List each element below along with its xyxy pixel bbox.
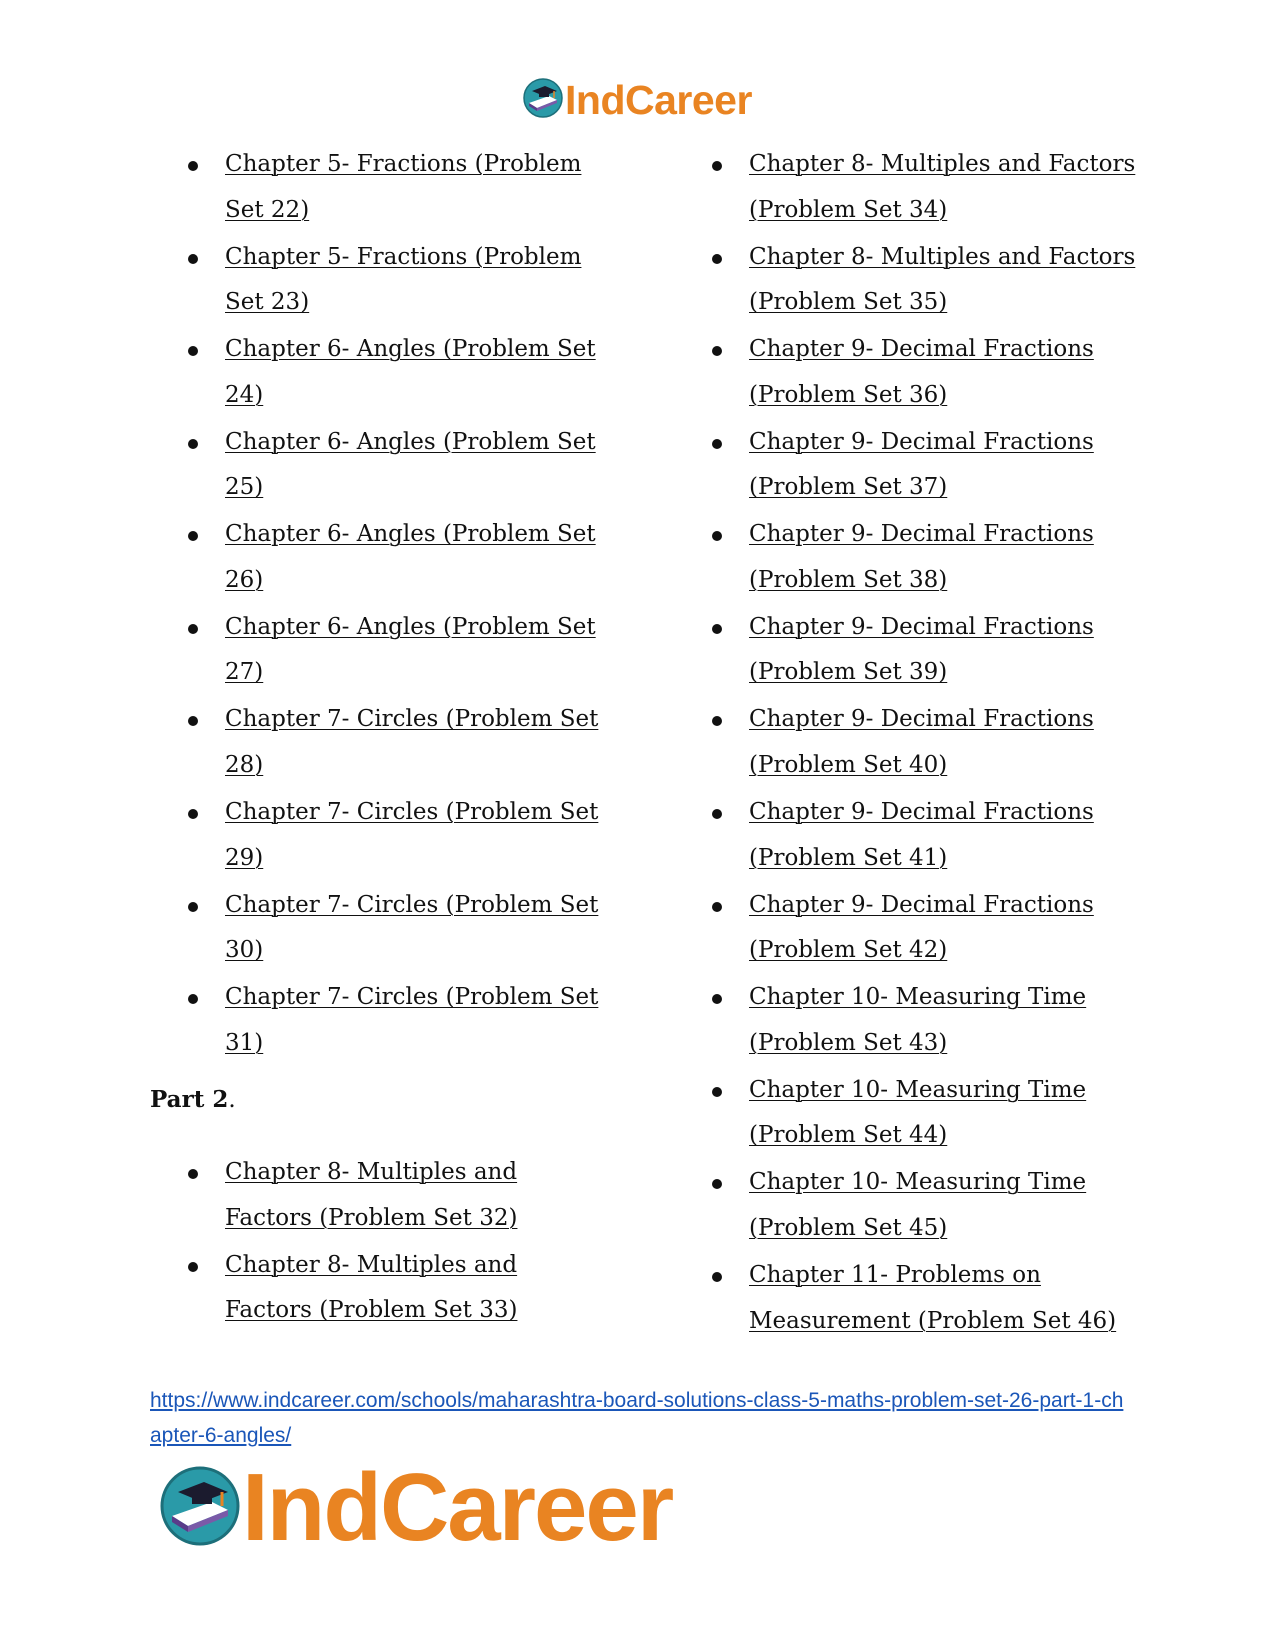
- chapter-link[interactable]: Chapter 7- Circles (Problem Set 30): [225, 891, 599, 964]
- chapter-link[interactable]: Chapter 8- Multiples and Factors (Problem Set 33): [225, 1251, 518, 1324]
- chapter-link[interactable]: Chapter 9- Decimal Fractions (Problem Set 36): [749, 336, 1094, 408]
- source-url-link[interactable]: https://www.indcareer.com/schools/maharashtra-board-solutions-class-5-maths-problem-set-26-part-1-chapter-6-angles/: [150, 1389, 1124, 1447]
- chapter-link[interactable]: Chapter 6- Angles (Problem Set 27): [225, 613, 596, 686]
- bullet-icon: [712, 346, 722, 356]
- bullet-icon: [188, 902, 198, 912]
- list-item: [188, 142, 608, 233]
- part-heading-text: Part 2: [150, 1086, 229, 1113]
- footer-logo: [160, 1454, 673, 1561]
- list-item: [712, 1253, 1152, 1344]
- list-item: [712, 883, 1152, 974]
- bullet-icon: [712, 994, 722, 1004]
- bullet-icon: [712, 531, 722, 541]
- list-item: [188, 1243, 608, 1334]
- bullet-icon: [188, 716, 198, 726]
- list-item: [188, 883, 608, 974]
- part-heading-dot: .: [228, 1087, 236, 1113]
- chapter-link[interactable]: Chapter 10- Measuring Time (Problem Set 45): [749, 1169, 1087, 1241]
- list-item: [188, 327, 608, 418]
- bullet-icon: [712, 1179, 722, 1189]
- chapter-list-right: [712, 142, 1152, 1346]
- chapter-link[interactable]: Chapter 9- Decimal Fractions (Problem Set 40): [749, 706, 1094, 779]
- bullet-icon: [712, 809, 722, 819]
- part-heading: [150, 1085, 236, 1115]
- bullet-icon: [188, 254, 198, 264]
- book-graduation-cap-globe-icon: [523, 78, 563, 122]
- chapter-link[interactable]: Chapter 5- Fractions (Problem Set 22): [225, 151, 582, 223]
- bullet-icon: [712, 624, 722, 634]
- bullet-icon: [188, 624, 198, 634]
- list-item: [188, 790, 608, 881]
- chapter-link[interactable]: Chapter 6- Angles (Problem Set 25): [225, 428, 596, 501]
- list-item: [188, 975, 608, 1066]
- bullet-icon: [712, 1272, 722, 1282]
- bullet-icon: [712, 1087, 722, 1097]
- bullet-icon: [188, 1169, 198, 1179]
- bullet-icon: [712, 254, 722, 264]
- chapter-link[interactable]: Chapter 7- Circles (Problem Set 28): [225, 706, 599, 779]
- list-item: [188, 235, 608, 326]
- chapter-link[interactable]: Chapter 6- Angles (Problem Set 26): [225, 521, 596, 593]
- list-item: [712, 605, 1152, 696]
- list-item: [188, 697, 608, 788]
- list-item: [712, 790, 1152, 881]
- book-graduation-cap-globe-icon: [160, 1466, 240, 1550]
- list-item: [712, 512, 1152, 603]
- chapter-link[interactable]: Chapter 9- Decimal Fractions (Problem Set 39): [749, 613, 1094, 686]
- chapter-link[interactable]: Chapter 5- Fractions (Problem Set 23): [225, 243, 582, 316]
- bullet-icon: [188, 994, 198, 1004]
- chapter-link[interactable]: Chapter 11- Problems on Measurement (Problem Set 46): [749, 1261, 1117, 1334]
- bullet-icon: [188, 531, 198, 541]
- chapter-link[interactable]: Chapter 9- Decimal Fractions (Problem Set 41): [749, 799, 1094, 871]
- list-item: [712, 327, 1152, 418]
- brand-name: IndCareer: [242, 1454, 673, 1561]
- chapter-link[interactable]: Chapter 8- Multiples and Factors (Problem Set 32): [225, 1159, 518, 1231]
- list-item: [712, 1068, 1152, 1159]
- chapter-link[interactable]: Chapter 9- Decimal Fractions (Problem Set 38): [749, 521, 1094, 593]
- chapter-link[interactable]: Chapter 8- Multiples and Factors (Problem Set 34): [749, 151, 1136, 223]
- chapter-link[interactable]: Chapter 7- Circles (Problem Set 31): [225, 984, 599, 1056]
- list-item: [188, 512, 608, 603]
- brand-name: IndCareer: [565, 76, 752, 123]
- list-item: [712, 975, 1152, 1066]
- bullet-icon: [188, 439, 198, 449]
- list-item: [712, 420, 1152, 511]
- bullet-icon: [188, 1262, 198, 1272]
- list-item: [712, 142, 1152, 233]
- bullet-icon: [188, 346, 198, 356]
- bullet-icon: [188, 809, 198, 819]
- chapter-link[interactable]: Chapter 10- Measuring Time (Problem Set 43): [749, 984, 1087, 1056]
- list-item: [712, 697, 1152, 788]
- header-logo: [0, 78, 1275, 122]
- chapter-link[interactable]: Chapter 8- Multiples and Factors (Problem Set 35): [749, 243, 1136, 316]
- list-item: [712, 1160, 1152, 1251]
- chapter-link[interactable]: Chapter 9- Decimal Fractions (Problem Set 42): [749, 891, 1094, 964]
- bullet-icon: [712, 716, 722, 726]
- bullet-icon: [712, 902, 722, 912]
- chapter-list-left: [188, 142, 608, 1068]
- bullet-icon: [712, 161, 722, 171]
- list-item: [188, 605, 608, 696]
- chapter-link[interactable]: Chapter 10- Measuring Time (Problem Set 44): [749, 1076, 1087, 1149]
- chapter-link[interactable]: Chapter 7- Circles (Problem Set 29): [225, 799, 599, 871]
- bullet-icon: [712, 439, 722, 449]
- chapter-link[interactable]: Chapter 9- Decimal Fractions (Problem Set 37): [749, 428, 1094, 501]
- chapter-link[interactable]: Chapter 6- Angles (Problem Set 24): [225, 336, 596, 408]
- bullet-icon: [188, 161, 198, 171]
- list-item: [712, 235, 1152, 326]
- list-item: [188, 420, 608, 511]
- chapter-list-left-part2: [188, 1150, 608, 1335]
- list-item: [188, 1150, 608, 1241]
